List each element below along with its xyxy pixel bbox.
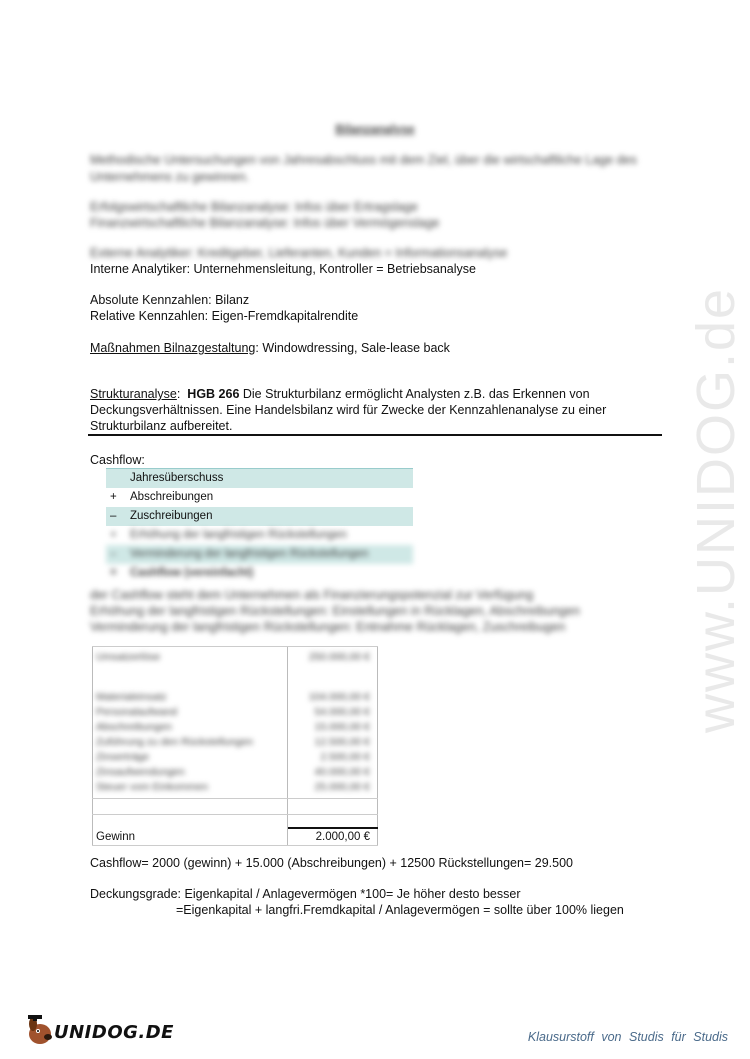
cashflow-item xyxy=(106,507,413,526)
cashflow-label: Cashflow (vereinfacht) xyxy=(130,567,254,579)
table-row-value: 12.500,00 € xyxy=(314,736,370,748)
struktur-label: Strukturanalyse xyxy=(90,387,177,401)
massnahmen-rest: : Windowdressing, Sale-lease back xyxy=(255,341,450,355)
absolute-kennzahlen: Absolute Kennzahlen: Bilanz xyxy=(90,293,250,307)
profit-table xyxy=(92,646,378,846)
cashflow-label: Zuschreibungen xyxy=(130,510,213,522)
cashflow-label: Abschreibungen xyxy=(130,491,214,503)
table-border xyxy=(377,646,378,846)
struktur-hgb: HGB 266 xyxy=(187,387,240,401)
deckungsgrade-line-1: Deckungsgrade: Eigenkapital / Anlagevermögen *100= Je höher desto besser xyxy=(90,887,521,901)
cashflow-item xyxy=(106,545,413,564)
table-row-label: Umsatzerlöse xyxy=(96,651,161,663)
table-row-label: Zinserträge xyxy=(96,751,150,763)
table-border xyxy=(287,646,288,846)
cashflow-sign: + xyxy=(110,529,117,541)
footer-tagline: Klausurstoff von Studis für Studis xyxy=(527,1030,728,1044)
cashflow-heading: Cashflow: xyxy=(90,453,145,467)
table-border xyxy=(92,646,378,647)
intro-line-1: Methodische Untersuchungen von Jahresabschluss mit dem Ziel, über die wirtschaftliche Lage des xyxy=(90,153,637,167)
dog-icon xyxy=(24,1014,58,1048)
unidog-logo xyxy=(24,1014,174,1048)
struktur-line-1 xyxy=(90,386,590,402)
struktur-line-2: Deckungsverhältnissen. Eine Handelsbilanz wird für Zwecke der Kennzahlenanalyse zu einer xyxy=(90,403,607,417)
analyse-line-1: Erfolgswirtschaftliche Bilanzanalyse: Infos über Ertragslage xyxy=(90,200,418,214)
extern-line: Externe Analytiker: Kreditgeber, Lieferanten, Kunden = Informationsanalyse xyxy=(90,246,508,260)
table-row-label: Materialeinsatz xyxy=(96,691,167,703)
table-row-label: Abschreibungen xyxy=(96,721,172,733)
section-divider xyxy=(88,434,662,436)
table-border xyxy=(92,845,378,846)
watermark: www.UNIDOG.de xyxy=(686,286,746,734)
struktur-text-1: Die Strukturbilanz ermöglicht Analysten z.B. das Erkennen von xyxy=(239,387,590,401)
cashflow-label: Verminderung der langfristigen Rückstellungen xyxy=(130,548,369,560)
table-border xyxy=(92,814,378,815)
struktur-line-3: Strukturbilanz aufbereitet. xyxy=(90,419,233,433)
table-border xyxy=(92,798,378,799)
massnahmen-label: Maßnahmen Bilnazgestaltung xyxy=(90,341,256,355)
relative-kennzahlen: Relative Kennzahlen: Eigen-Fremdkapitalrendite xyxy=(90,309,359,323)
table-row-label: Personalaufwand xyxy=(96,706,178,718)
massnahmen-line xyxy=(90,340,450,356)
table-row-value: 15.000,00 € xyxy=(314,721,370,733)
struktur-colon: : xyxy=(176,387,181,401)
table-row-value: 25.000,00 € xyxy=(314,781,370,793)
deckungsgrade-line-2: =Eigenkapital + langfri.Fremdkapital / Anlagevermögen = sollte über 100% liegen xyxy=(176,903,624,917)
table-row-value: 2.500,00 € xyxy=(320,751,370,763)
cashflow-formula: Cashflow= 2000 (gewinn) + 15.000 (Abschreibungen) + 12500 Rückstellungen= 29.500 xyxy=(90,856,573,870)
table-row-value: 40.000,00 € xyxy=(314,766,370,778)
table-row-value: 250.000,00 € xyxy=(308,651,370,663)
cashflow-label: Erhöhung der langfristigen Rückstellungen xyxy=(130,529,347,541)
table-border xyxy=(92,646,93,846)
cashflow-sign: – xyxy=(110,548,117,560)
gewinn-value: 2.000,00 € xyxy=(315,831,370,843)
cashflow-note-3: Verminderung der langfristigen Rückstellungen: Entnahme Rücklagen, Zuschreibugen xyxy=(90,620,566,634)
analyse-line-2: Finanzwirtschaftliche Bilanzanalyse: Infos über Vermögenslage xyxy=(90,216,440,230)
cashflow-item xyxy=(106,469,413,488)
cashflow-list xyxy=(106,468,413,588)
intern-line: Interne Analytiker: Unternehmensleitung, Kontroller = Betriebsanalyse xyxy=(90,262,476,276)
intro-line-2: Unternehmens zu gewinnen. xyxy=(90,170,250,184)
cashflow-note-1: der Cashflow steht dem Unternehmen als Finanzierungspotenzial zur Verfügung xyxy=(90,588,534,602)
logo-text: UNIDOG.DE xyxy=(54,1022,174,1043)
document-title: Bilanzanalyse xyxy=(335,122,415,136)
cashflow-item xyxy=(106,564,413,583)
gewinn-label: Gewinn xyxy=(96,831,135,843)
cashflow-note-2: Erhöhung der langfristigen Rückstellungen: Einstellungen in Rücklagen, Abschreibungen xyxy=(90,604,580,618)
cashflow-label: Jahresüberschuss xyxy=(130,472,224,484)
cashflow-sign: – xyxy=(110,510,117,522)
table-row-label: Zinsaufwendungen xyxy=(96,766,185,778)
gewinn-rule xyxy=(288,827,378,829)
cashflow-sign: = xyxy=(110,567,117,579)
cashflow-sign: + xyxy=(110,491,117,503)
table-row-label: Zuführung zu den Rückstellungen xyxy=(96,736,254,748)
cashflow-item xyxy=(106,488,413,507)
cashflow-item xyxy=(106,526,413,545)
table-row-value: 54.000,00 € xyxy=(314,706,370,718)
table-row-value: 104.000,00 € xyxy=(308,691,370,703)
table-row-label: Steuer vom Einkommen xyxy=(96,781,209,793)
